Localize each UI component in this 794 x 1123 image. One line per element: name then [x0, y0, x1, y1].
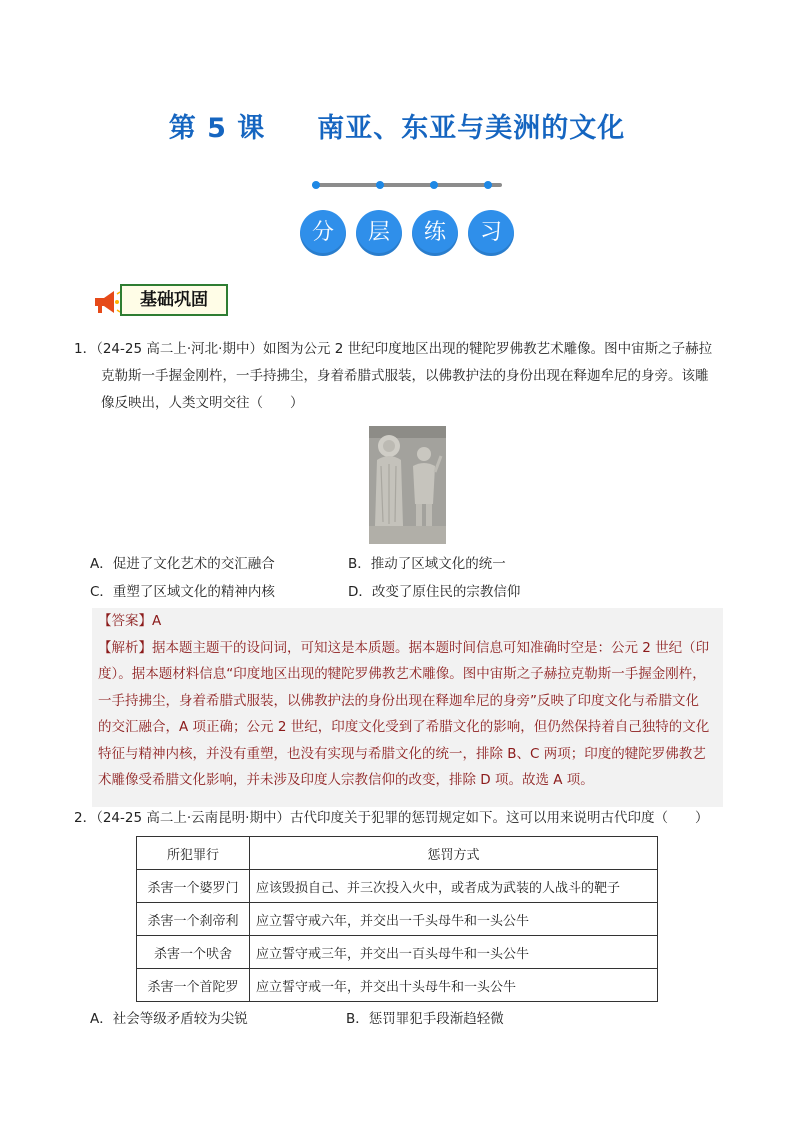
- analysis-line: 术雕像受希腊文化影响，并未涉及印度人宗教信仰的改变，排除 D 项。故选 A 项。: [98, 772, 594, 788]
- question-stem-line: 克勒斯一手握金刚杵，一手持拂尘，身着希腊式服装，以佛教护法的身份出现在释迦牟尼的身旁。该雕: [101, 368, 709, 384]
- banner-dot: [376, 181, 384, 189]
- table-cell: 应立誓守戒一年，并交出十头母牛和一头公牛: [250, 969, 658, 1002]
- banner-bar: [312, 183, 502, 187]
- stem-text: （24-25 高二上·河北·期中）如图为公元 2 世纪印度地区出现的犍陀罗佛教艺术雕像。图中宙斯之子赫拉: [96, 341, 713, 357]
- table-cell: 应立誓守戒六年，并交出一千头母牛和一头公牛: [250, 903, 658, 936]
- table-cell: 杀害一个婆罗门: [137, 870, 250, 903]
- analysis-line: 度）。据本题材料信息“印度地区出现的犍陀罗佛教艺术雕像。图中宙斯之子赫拉克勒斯一手握金刚杵，: [98, 666, 706, 682]
- question-stem-line: [74, 336, 724, 363]
- stem-text: （24-25 高二上·云南昆明·期中）古代印度关于犯罪的惩罚规定如下。这可以用来说明古代印度（ ）: [96, 810, 709, 826]
- question-stem-line: [74, 805, 724, 832]
- lesson-number: 第 5 课: [168, 113, 266, 144]
- option-b[interactable]: B．推动了区域文化的统一: [348, 556, 506, 572]
- question-stem-line: 像反映出，人类文明交往（ ）: [101, 395, 304, 411]
- section-heading: [92, 284, 242, 318]
- banner-char: 分: [300, 210, 346, 256]
- analysis-line: 特征与精神内核，并没有重塑，也没有实现与希腊文化的统一，排除 B、C 两项；印度的犍陀罗佛教艺: [98, 745, 706, 762]
- table-row: [137, 870, 658, 903]
- analysis-line: 【解析】据本题主题干的设问词，可知这是本质题。据本题时间信息可知准确时空是：公元 2 世纪（印: [98, 639, 710, 656]
- megaphone-icon: [92, 288, 122, 316]
- table-row: [137, 903, 658, 936]
- section-label: 基础巩固: [120, 284, 228, 316]
- banner-dot: [484, 181, 492, 189]
- table-cell: 杀害一个吠舍: [137, 936, 250, 969]
- answer-analysis-box: [92, 608, 723, 807]
- table-header: 惩罚方式: [250, 837, 658, 870]
- analysis-line: 一手持拂尘，身着希腊式服装，以佛教护法的身份出现在释迦牟尼的身旁”反映了印度文化与希腊文化: [98, 692, 699, 709]
- banner-char: 习: [468, 210, 514, 256]
- option-d[interactable]: D．改变了原住民的宗教信仰: [348, 584, 521, 600]
- table-row: [137, 936, 658, 969]
- page-title: [0, 106, 794, 145]
- analysis-line: 的交汇融合，A 项正确；公元 2 世纪，印度文化受到了希腊文化的影响，但仍然保持着自己独特的文化: [98, 719, 710, 735]
- option-b[interactable]: B．惩罚罪犯手段渐趋轻微: [346, 1011, 504, 1027]
- practice-banner: [300, 180, 514, 256]
- table-header: 所犯罪行: [137, 837, 250, 870]
- banner-char: 练: [412, 210, 458, 256]
- question-number: 1．: [74, 341, 97, 357]
- option-a[interactable]: A．促进了文化艺术的交汇融合: [90, 556, 275, 572]
- table-row: [137, 969, 658, 1002]
- table-cell: 杀害一个首陀罗: [137, 969, 250, 1002]
- table-header-row: [137, 837, 658, 870]
- question-1: [74, 336, 724, 417]
- answer-label: 【答案】A: [98, 613, 162, 629]
- table-cell: 杀害一个刹帝利: [137, 903, 250, 936]
- option-a[interactable]: A．社会等级矛盾较为尖锐: [90, 1011, 248, 1027]
- lesson-title: 南亚、东亚与美洲的文化: [317, 113, 626, 144]
- banner-dot: [312, 181, 320, 189]
- question-2: [74, 805, 724, 832]
- banner-char: 层: [356, 210, 402, 256]
- option-c[interactable]: C．重塑了区域文化的精神内核: [90, 584, 275, 600]
- gandhara-sculpture-image: [369, 426, 446, 544]
- banner-dot: [430, 181, 438, 189]
- question-number: 2．: [74, 810, 97, 826]
- table-cell: 应立誓守戒三年，并交出一百头母牛和一头公牛: [250, 936, 658, 969]
- table-cell: 应该毁损自己、并三次投入火中，或者成为武装的人战斗的靶子: [250, 870, 658, 903]
- punishment-table: [136, 836, 658, 1002]
